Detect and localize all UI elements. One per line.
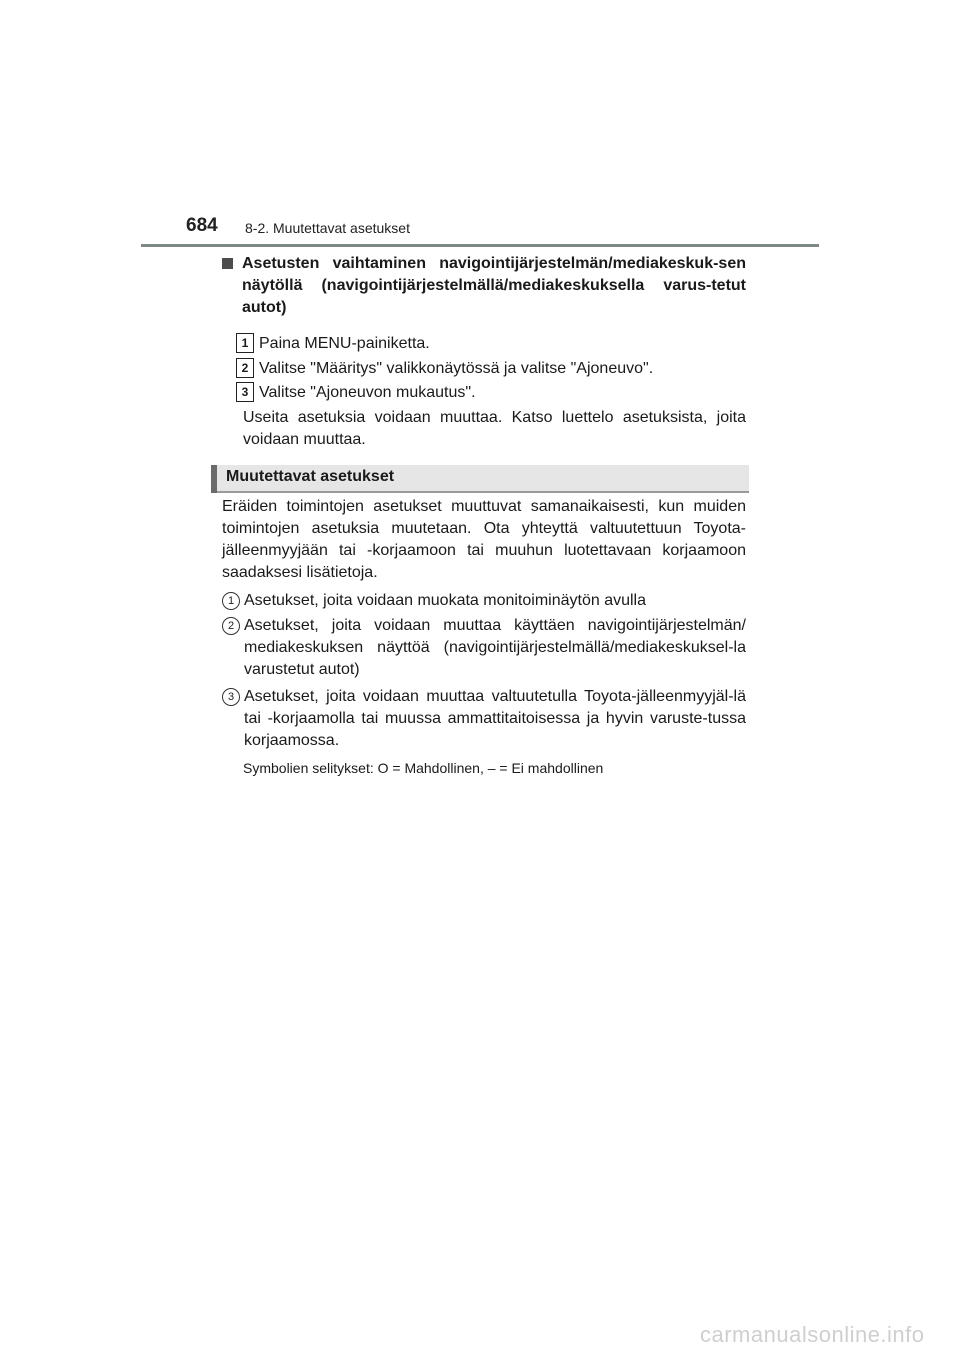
square-bullet-icon [222,258,233,269]
circled-number-icon: 2 [222,617,240,635]
section-reference: 8-2. Muutettavat asetukset [245,220,410,236]
step-number-box: 2 [236,358,254,378]
section-title: Muutettavat asetukset [226,468,395,485]
step-text: Valitse "Ajoneuvon mukautus". [259,384,476,401]
subsection-heading [222,253,746,319]
circled-number-icon: 3 [222,688,240,706]
circled-number-icon: 1 [222,592,240,610]
list-item-2 [222,615,746,681]
section-accent [211,465,217,493]
list-item-text: Asetukset, joita voidaan muuttaa valtuutetulla Toyota-jälleenmyyjäl-lä tai -korjaamolla tai muussa ammattitaitoisessa ja hyvin varuste-tussa korjaamossa. [244,688,746,749]
note-paragraph: Useita asetuksia voidaan muuttaa. Katso luettelo asetuksista, joita voidaan muuttaa. [243,409,746,448]
step-text: Paina MENU-painiketta. [259,335,430,352]
section-header-bar [211,465,749,493]
subsection-heading-text: Asetusten vaihtaminen navigointijärjestelmän/mediakeskuk-sen näytöllä (navigointijärjestelmällä/mediakeskuksella varus-tetut autot) [242,255,746,316]
list-item-text: Asetukset, joita voidaan muokata monitoiminäytön avulla [244,592,646,609]
list-item-1 [222,590,746,612]
step-text: Valitse "Määritys" valikkonäytössä ja valitse "Ajoneuvo". [259,360,654,377]
step-number-box: 1 [236,333,254,353]
list-item-text: Asetukset, joita voidaan muuttaa käyttäen navigointijärjestelmän/ mediakeskuksen näyttöä (navigointijärjestelmällä/mediakeskuksel-la varustetut autot) [244,617,746,678]
header-divider [141,244,819,247]
symbol-legend: Symbolien selitykset: O = Mahdollinen, – = Ei mahdollinen [243,760,604,776]
list-item-3 [222,686,746,752]
page-number: 684 [186,215,218,236]
intro-paragraph: Eräiden toimintojen asetukset muuttuvat samanaikaisesti, kun muiden toimintojen asetuksia muutetaan. Ota yhteyttä valtuutettuun Toyota-jälleenmyyjään tai -korjaamoon tai muuhun luotettavaan korjaamoon saadaksesi lisätietoja. [222,498,746,581]
step-number-box: 3 [236,382,254,402]
watermark: carmanualsonline.info [700,1322,925,1347]
